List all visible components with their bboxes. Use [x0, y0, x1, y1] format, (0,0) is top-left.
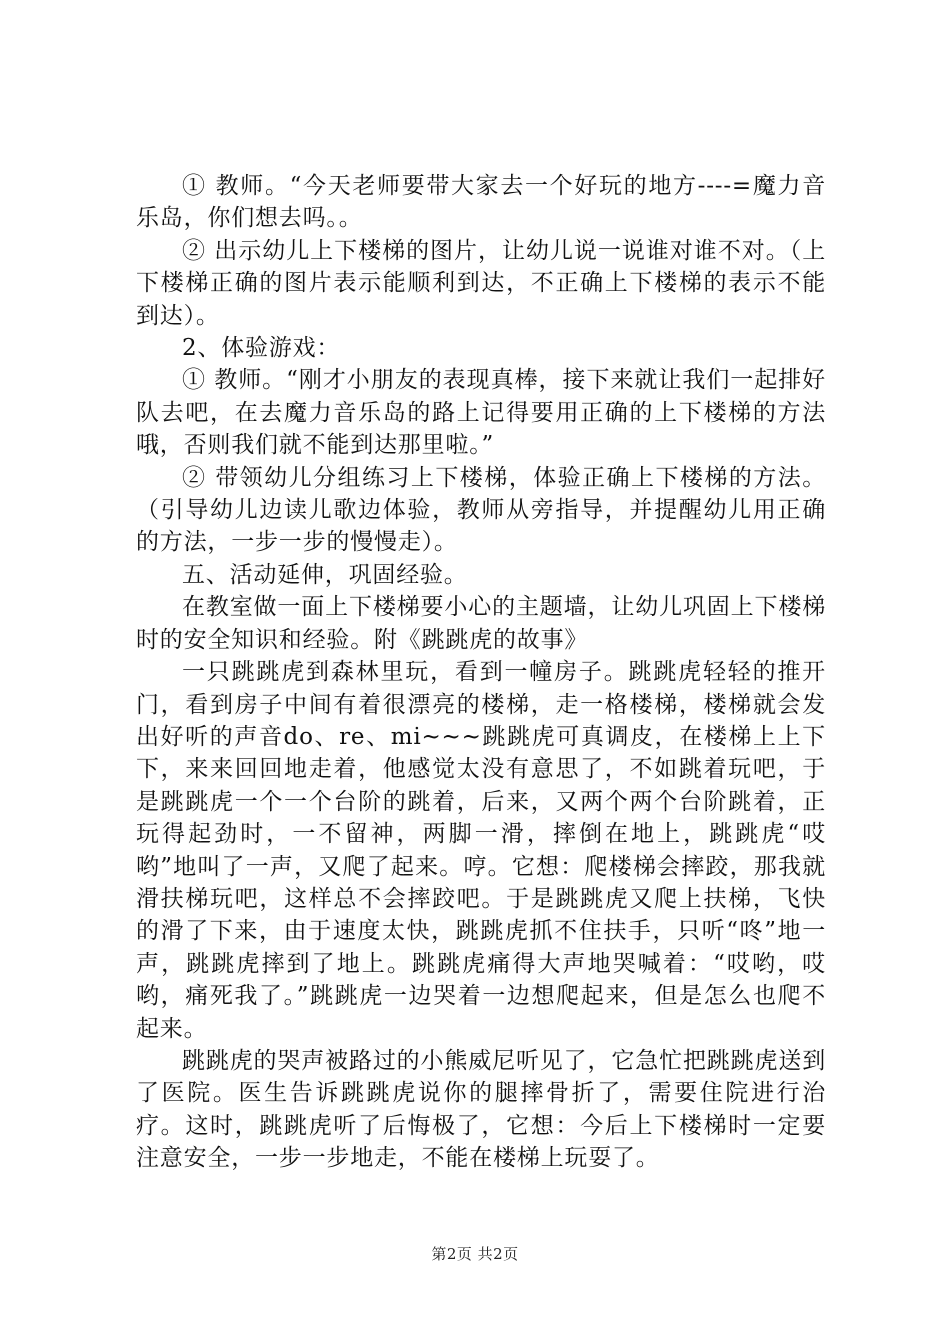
document-body — [136, 170, 826, 1175]
paragraph-show-pictures: ② 出示幼儿上下楼梯的图片，让幼儿说一说谁对谁不对。（上下楼梯正确的图片表示能顺利到达，不正确上下楼梯的表示不能到达）。 — [136, 237, 826, 329]
page-number-footer: 第2页 共2页 — [431, 1245, 519, 1263]
paragraph-story-part-1: 一只跳跳虎到森林里玩，看到一幢房子。跳跳虎轻轻的推开门，看到房子中间有着很漂亮的楼梯，走一格楼梯，楼梯就会发出好听的声音do、re、mi~~~跳跳虎可真调皮，在楼梯上上下下，来来回回地走着，他感觉太没有意思了，不如跳着玩吧，于是跳跳虎一个一个台阶的跳着，后来，又两个两个台阶跳着，正玩得起劲时，一不留神，两脚一滑，摔倒在地上，跳跳虎“哎哟”地叫了一声，又爬了起来。哼。它想：爬楼梯会摔跤，那我就滑扶梯玩吧，这样总不会摔跤吧。于是跳跳虎又爬上扶梯，飞快的滑了下来，由于速度太快，跳跳虎抓不住扶手，只听“咚”地一声，跳跳虎摔到了地上。跳跳虎痛得大声地哭喊着：“哎哟，哎哟，痛死我了。”跳跳虎一边哭着一边想爬起来，但是怎么也爬不起来。 — [136, 659, 826, 1042]
paragraph-heading-activity-extension: 五、活动延伸，巩固经验。 — [182, 561, 468, 588]
paragraph-heading-experience-game: 2、体验游戏： — [182, 335, 341, 362]
paragraph-theme-wall: 在教室做一面上下楼梯要小心的主题墙，让幼儿巩固上下楼梯时的安全知识和经验。附《跳跳虎的故事》 — [136, 594, 826, 653]
paragraph-intro-teacher: ① 教师。“今天老师要带大家去一个好玩的地方----=魔力音乐岛，你们想去吗。。 — [136, 173, 826, 232]
paragraph-teacher-line-up: ① 教师。“刚才小朋友的表现真棒，接下来就让我们一起排好队去吧，在去魔力音乐岛的路上记得要用正确的上下楼梯的方法哦，否则我们就不能到达那里啦。” — [136, 367, 826, 459]
paragraph-group-practice: ② 带领幼儿分组练习上下楼梯，体验正确上下楼梯的方法。（引导幼儿边读儿歌边体验，教师从旁指导，并提醒幼儿用正确的方法，一步一步的慢慢走）。 — [136, 464, 826, 556]
paragraph-story-part-2: 跳跳虎的哭声被路过的小熊威尼听见了，它急忙把跳跳虎送到了医院。医生告诉跳跳虎说你的腿摔骨折了，需要住院进行治疗。这时，跳跳虎听了后悔极了，它想：今后上下楼梯时一定要注意安全，一步一步地走，不能在楼梯上玩耍了。 — [136, 1047, 826, 1172]
